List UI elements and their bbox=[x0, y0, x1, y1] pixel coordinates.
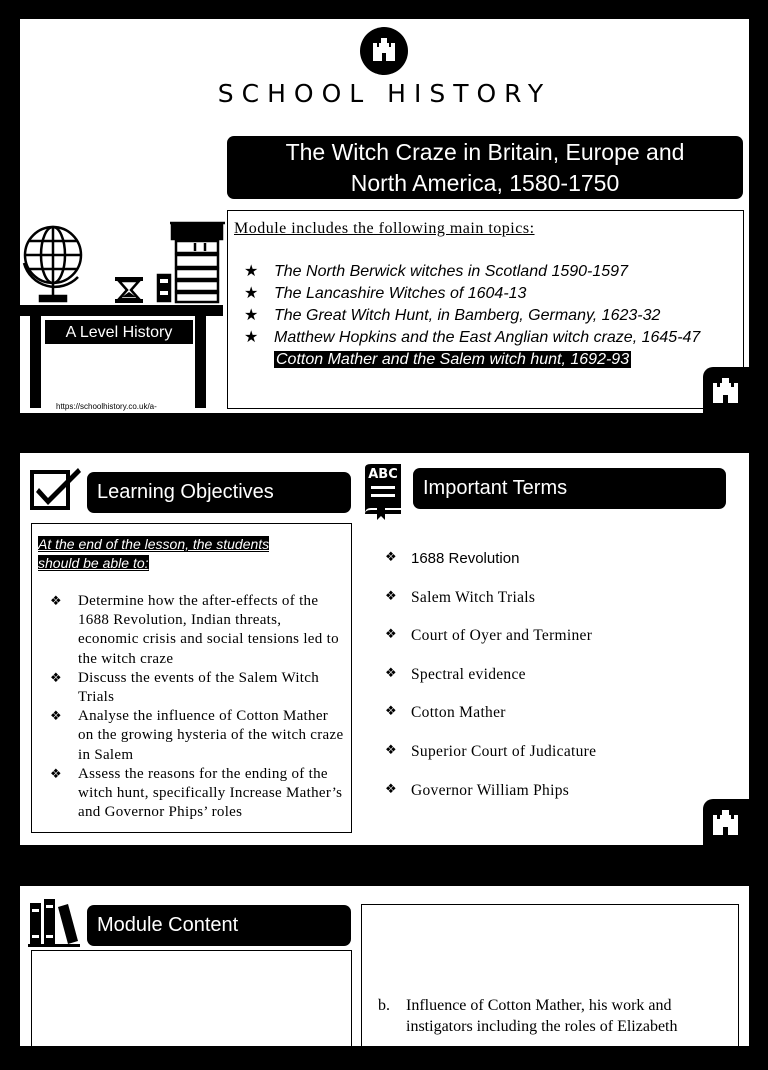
star-bullet-icon: ★ bbox=[244, 285, 259, 302]
learning-objectives-header: Learning Objectives bbox=[87, 472, 351, 513]
abc-book-icon bbox=[361, 464, 405, 520]
diamond-bullet-icon: ❖ bbox=[50, 766, 62, 782]
topic-text: Cotton Mather and the Salem witch hunt, 1692-93 bbox=[276, 351, 630, 368]
list-item: ❖ Determine how the after-effects of the 1688 Revolution, Indian threats, economic crisis and social tensions led to the witch craze bbox=[50, 593, 339, 667]
item-marker: b. bbox=[378, 997, 390, 1014]
desk-leg-left bbox=[30, 316, 41, 408]
desk-top bbox=[20, 305, 223, 316]
list-item: ❖ Governor William Phips bbox=[385, 781, 570, 799]
globe-icon bbox=[24, 227, 81, 301]
star-bullet-icon: ★ bbox=[244, 329, 259, 346]
list-item: ❖ Cotton Mather bbox=[385, 704, 506, 722]
objectives-box bbox=[31, 523, 352, 833]
diamond-bullet-icon: ❖ bbox=[385, 665, 397, 681]
list-item bbox=[244, 305, 739, 327]
list-item bbox=[244, 261, 739, 283]
objectives-slide bbox=[20, 453, 749, 845]
list-item: ❖ Superior Court of Judicature bbox=[385, 742, 597, 760]
topics-list bbox=[244, 261, 739, 371]
source-url[interactable]: https://schoolhistory.co.uk/a- bbox=[56, 402, 157, 411]
content-item-b bbox=[378, 995, 728, 1037]
hourglass-icon bbox=[115, 277, 143, 303]
list-item bbox=[244, 327, 739, 349]
list-item: ❖ Discuss the events of the Salem Witch Trials bbox=[50, 669, 320, 706]
module-content-header: Module Content bbox=[87, 905, 351, 946]
list-item bbox=[244, 283, 739, 305]
desk-illustration bbox=[20, 215, 225, 305]
content-slide bbox=[20, 886, 749, 1046]
list-item: ❖ 1688 Revolution bbox=[385, 550, 520, 567]
topics-box bbox=[227, 210, 744, 409]
diamond-bullet-icon: ❖ bbox=[385, 627, 397, 643]
module-title-line2: North America, 1580-1750 bbox=[350, 170, 620, 196]
corner-logo bbox=[703, 367, 749, 413]
castle-logo-icon bbox=[360, 27, 408, 75]
topic-text: The North Berwick witches in Scotland 1590-1597 bbox=[274, 263, 628, 280]
item-text: Influence of Cotton Mather, his work and instigators including the roles of Elizabeth bbox=[406, 997, 678, 1035]
corner-logo bbox=[703, 799, 749, 845]
content-detail-box bbox=[361, 904, 739, 1064]
topic-text: The Great Witch Hunt, in Bamberg, Germany, 1623-32 bbox=[274, 307, 661, 324]
diamond-bullet-icon: ❖ bbox=[385, 742, 397, 758]
objectives-intro: At the end of the lesson, the students should be able to: bbox=[38, 536, 270, 571]
diamond-bullet-icon: ❖ bbox=[50, 670, 62, 686]
objectives-list bbox=[50, 592, 346, 822]
diamond-bullet-icon: ❖ bbox=[385, 704, 397, 720]
brand-name: SCHOOL HISTORY bbox=[217, 79, 552, 108]
important-terms-header: Important Terms bbox=[413, 468, 726, 509]
list-item: ❖ Court of Oyer and Terminer bbox=[385, 627, 593, 645]
star-bullet-icon: ★ bbox=[244, 263, 259, 280]
list-item-highlighted bbox=[244, 349, 739, 371]
books-icon bbox=[28, 897, 80, 947]
list-item: ❖ Salem Witch Trials bbox=[385, 588, 536, 606]
list-item: ❖ Assess the reasons for the ending of the witch hunt, specifically Increase Mather’s and Governor Phips’ roles bbox=[50, 765, 343, 821]
terms-list bbox=[385, 550, 596, 820]
topic-text: Matthew Hopkins and the East Anglian witch craze, 1645-47 bbox=[274, 329, 701, 346]
svg-text:ABC: ABC bbox=[368, 467, 398, 482]
diamond-bullet-icon: ❖ bbox=[385, 588, 397, 604]
diamond-bullet-icon: ❖ bbox=[385, 550, 397, 565]
module-content-box bbox=[31, 950, 352, 1070]
books-icon bbox=[158, 223, 225, 302]
desk-leg-right bbox=[195, 316, 206, 408]
list-item: ❖ Spectral evidence bbox=[385, 665, 526, 683]
level-label: A Level History bbox=[44, 319, 194, 345]
topics-heading: Module includes the following main topics: bbox=[234, 220, 535, 237]
castle-logo-icon bbox=[703, 367, 749, 413]
diamond-bullet-icon: ❖ bbox=[385, 781, 397, 797]
school-history-logo bbox=[360, 27, 408, 75]
title-slide bbox=[20, 19, 749, 413]
diamond-bullet-icon: ❖ bbox=[50, 709, 62, 725]
module-title bbox=[227, 136, 743, 199]
topic-text: The Lancashire Witches of 1604-13 bbox=[274, 285, 527, 302]
castle-logo-icon bbox=[703, 799, 749, 845]
diamond-bullet-icon: ❖ bbox=[50, 594, 62, 609]
star-bullet-icon: ★ bbox=[244, 307, 259, 324]
list-item: ❖ Analyse the influence of Cotton Mather on the growing hysteria of the witch craze in Salem bbox=[50, 708, 344, 763]
checkbox-icon bbox=[30, 466, 82, 512]
module-title-line1: The Witch Craze in Britain, Europe and bbox=[285, 139, 685, 165]
